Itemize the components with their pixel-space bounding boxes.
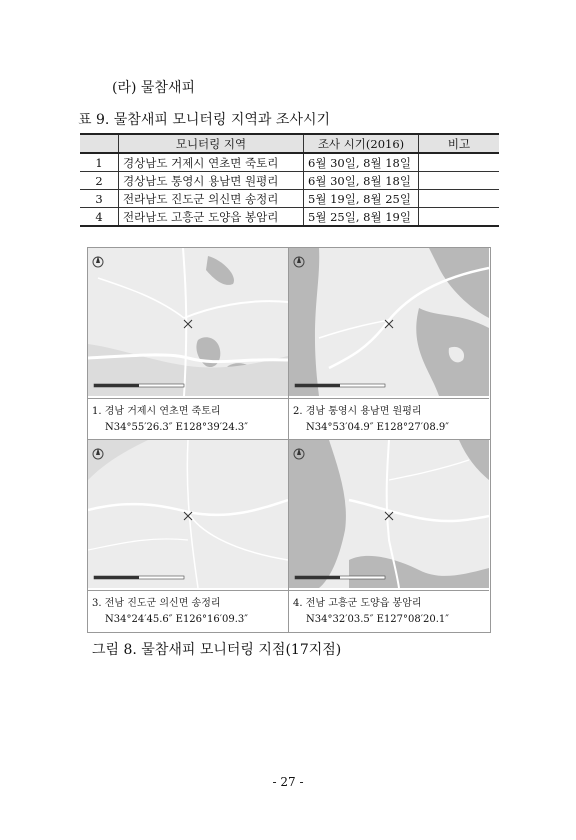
map-image-1: [88, 248, 288, 396]
header-number: [80, 134, 119, 153]
section-heading: (라) 물참새피: [112, 80, 195, 96]
map-figure-grid: [87, 247, 491, 633]
row-note: [419, 190, 500, 208]
row-period: 5월 19일, 8월 25일: [304, 190, 419, 208]
row-region: 전라남도 고흥군 도양읍 봉암리: [119, 208, 304, 227]
map-coordinates: N34°32′03.5″ E127°08′20.1″: [306, 614, 450, 625]
row-note: [419, 153, 500, 172]
table-row: [80, 190, 499, 208]
row-note: [419, 208, 500, 227]
row-period: 6월 30일, 8월 18일: [304, 172, 419, 190]
map-image-4: [289, 440, 489, 588]
survey-table: [80, 133, 499, 227]
row-number: 3: [80, 190, 119, 208]
table-caption: 표 9. 물참새피 모니터링 지역과 조사시기: [78, 112, 330, 128]
map-location-label: 4. 전남 고흥군 도양읍 봉암리: [293, 598, 422, 609]
map-coordinates: N34°24′45.6″ E126°16′09.3″: [105, 614, 249, 625]
header-note: 비고: [419, 134, 500, 153]
map-location-label: 3. 전남 진도군 의신면 송정리: [92, 598, 221, 609]
map-label-1: [88, 398, 288, 439]
map-location-label: 1. 경남 거제시 연초면 죽토리: [92, 406, 221, 417]
map-coordinates: N34°55′26.3″ E128°39′24.3″: [105, 422, 249, 433]
table-row: [80, 208, 499, 227]
grid-divider-horizontal: [88, 439, 490, 440]
map-label-4: [289, 590, 489, 631]
row-region: 경상남도 거제시 연초면 죽토리: [119, 153, 304, 172]
row-period: 5월 25일, 8월 19일: [304, 208, 419, 227]
row-note: [419, 172, 500, 190]
table-row: [80, 153, 499, 172]
map-label-3: [88, 590, 288, 631]
table-row: [80, 172, 499, 190]
map-label-2: [289, 398, 489, 439]
map-coordinates: N34°53′04.9″ E128°27′08.9″: [306, 422, 450, 433]
page-number: - 27 -: [272, 775, 304, 789]
row-number: 4: [80, 208, 119, 227]
map-image-2: [289, 248, 489, 396]
table-header-row: [80, 134, 499, 153]
row-number: 2: [80, 172, 119, 190]
row-period: 6월 30일, 8월 18일: [304, 153, 419, 172]
map-image-3: [88, 440, 288, 588]
row-region: 경상남도 통영시 용남면 원평리: [119, 172, 304, 190]
header-region: 모니터링 지역: [119, 134, 304, 153]
row-number: 1: [80, 153, 119, 172]
figure-caption: 그림 8. 물참새피 모니터링 지점(17지점): [92, 642, 342, 658]
grid-divider-vertical: [288, 248, 289, 632]
header-period: 조사 시기(2016): [304, 134, 419, 153]
row-region: 전라남도 진도군 의신면 송정리: [119, 190, 304, 208]
map-location-label: 2. 경남 통영시 용남면 원평리: [293, 406, 422, 417]
